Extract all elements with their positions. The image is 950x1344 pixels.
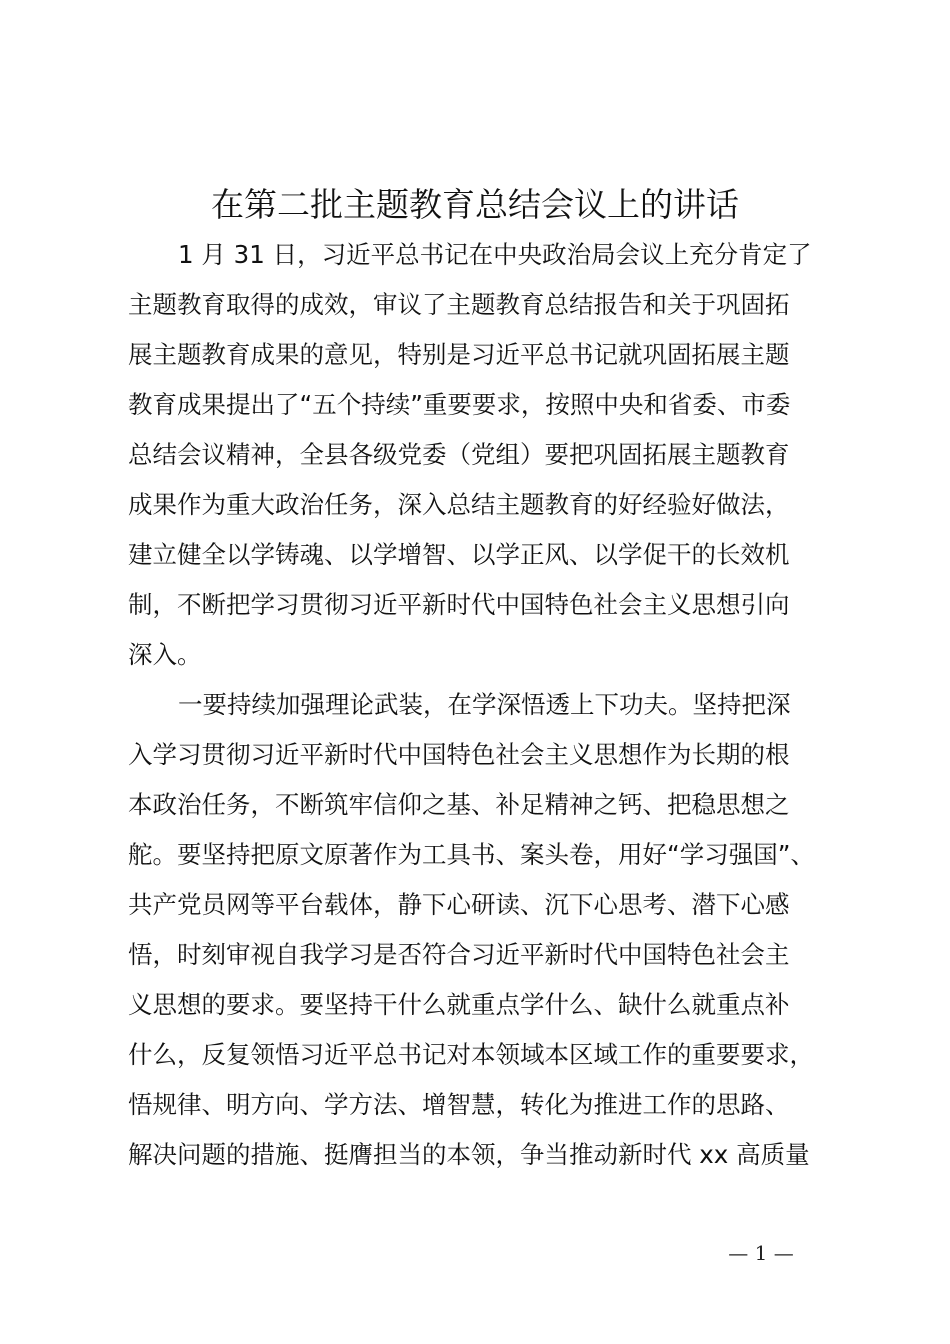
paragraph-1-line-8: 制，不断把学习贯彻习近平新时代中国特色社会主义思想引向 <box>128 590 790 619</box>
paragraph-1-line-7: 建立健全以学铸魂、以学增智、以学正风、以学促干的长效机 <box>128 540 790 569</box>
paragraph-2-line-6: 悟，时刻审视自我学习是否符合习近平新时代中国特色社会主 <box>128 940 790 969</box>
paragraph-2-line-8: 什么，反复领悟习近平总书记对本领域本区域工作的重要要求， <box>128 1040 814 1069</box>
paragraph-2-line-2: 入学习贯彻习近平新时代中国特色社会主义思想作为长期的根 <box>128 740 790 769</box>
paragraph-1-line-1: 1 月 31 日，习近平总书记在中央政治局会议上充分肯定了 <box>178 240 812 269</box>
paragraph-1-line-6: 成果作为重大政治任务，深入总结主题教育的好经验好做法， <box>128 490 790 519</box>
paragraph-2-line-9: 悟规律、明方向、学方法、增智慧，转化为推进工作的思路、 <box>128 1090 790 1119</box>
paragraph-1-line-4: 教育成果提出了“五个持续”重要要求，按照中央和省委、市委 <box>128 390 791 419</box>
paragraph-2-line-7: 义思想的要求。要坚持干什么就重点学什么、缺什么就重点补 <box>128 990 790 1019</box>
document-title: 在第二批主题教育总结会议上的讲话 <box>211 185 739 224</box>
paragraph-2-line-5: 共产党员网等平台载体，静下心研读、沉下心思考、潜下心感 <box>128 890 790 919</box>
paragraph-2-line-4: 舵。要坚持把原文原著作为工具书、案头卷，用好“学习强国”、 <box>128 840 815 869</box>
page-number: — 1 — <box>728 1241 794 1265</box>
paragraph-1-line-5: 总结会议精神，全县各级党委（党组）要把巩固拓展主题教育 <box>128 440 790 469</box>
paragraph-1-line-2: 主题教育取得的成效，审议了主题教育总结报告和关于巩固拓 <box>128 290 790 319</box>
paragraph-2-line-10: 解决问题的措施、挺膺担当的本领，争当推动新时代 xx 高质量 <box>128 1140 810 1169</box>
paragraph-2-line-1: 一要持续加强理论武装，在学深悟透上下功夫。坚持把深 <box>178 690 791 719</box>
paragraph-2-line-3: 本政治任务，不断筑牢信仰之基、补足精神之钙、把稳思想之 <box>128 790 790 819</box>
paragraph-1-line-9: 深入。 <box>128 640 202 669</box>
paragraph-1-line-3: 展主题教育成果的意见，特别是习近平总书记就巩固拓展主题 <box>128 340 790 369</box>
